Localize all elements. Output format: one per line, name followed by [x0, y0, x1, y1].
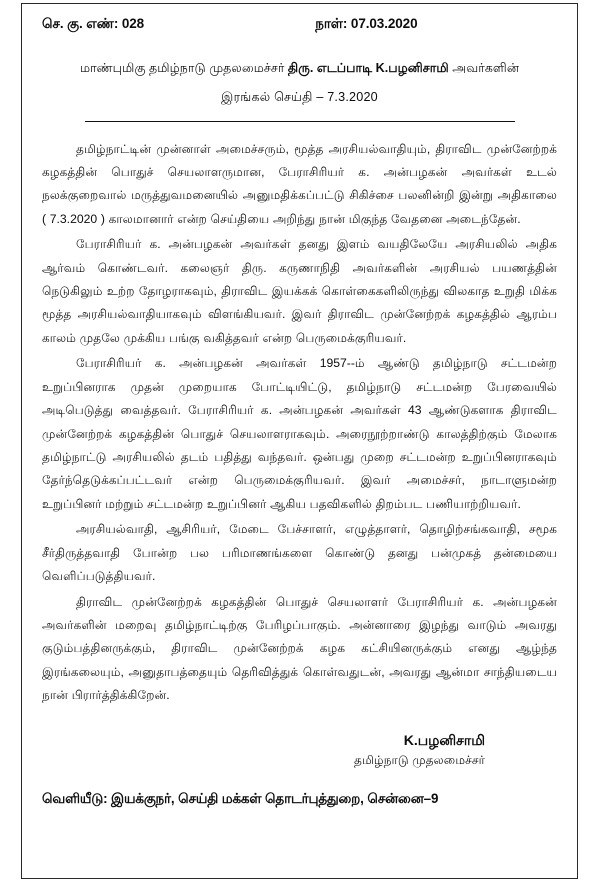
page-content	[21, 3, 578, 879]
body-paragraph: பேராசிரியர் க. அன்பழகன் அவர்கள் 1957--ம் ஆண்டு தமிழ்நாடு சட்டமன்ற உறுப்பினராக முதன் முறையாக போட்டியிட்டு, தமிழ்நாடு சட்டமன்ற பேரவையில் அடிபெடுத்து வைத்தவர். பேராசிரியர் க. அன்பழகன் அவர்கள் 43 ஆண்டுகளாக திராவிட முன்னேற்றக் கழகத்தின் பொதுச் செயலாளராகவும். அரைநூற்றாண்டு காலத்திற்கும் மேலாக தமிழ்நாட்டு அரசியலில் தடம் பதித்து வந்தவர். ஒன்பது முறை சட்டமன்ற உறுப்பினராகவும் தேர்ந்தெடுக்கப்பட்டவர் என்ற பெருமைக்குரியவர். இவர் அமைச்சர், நாடாளுமன்ற உறுப்பினர் மற்றும் சட்டமன்ற உறுப்பினர் ஆகிய பதவிகளில் திறம்பட பணியாற்றியவர்.	[42, 356, 557, 511]
reference-number: செ. கு. எண்: 028	[42, 16, 145, 31]
title-line-subject: இரங்கல் செய்தி – 7.3.2020	[221, 90, 378, 105]
title-prefix: மாண்புமிகு தமிழ்நாடு முதலமைச்சர்	[79, 61, 288, 75]
body-paragraph: திராவிட முன்னேற்றக் கழகத்தின் பொதுச் செயலாளர் பேராசிரியர் க. அன்பழகன் அவர்களின் மறைவு தமிழ்நாட்டிற்கு பேரிழப்பாகும். அன்னாரை இழந்து வாடும் அவரது குடும்பத்தினருக்கும், திராவிட முன்னேற்றக் கழக கட்சியினருக்கும் எனது ஆழ்ந்த இரங்கலையும், அனுதாபத்தையும் தெரிவித்துக் கொள்வதுடன், அவரது ஆன்மா சாந்தியடைய நான் பிரார்த்திக்கிறேன்.	[42, 594, 557, 703]
issuing-authority: வெளியீடு: இயக்குநர், செய்தி மக்கள் தொடர்புத்துறை, சென்னை–9	[42, 790, 439, 806]
body-paragraph: பேராசிரியர் க. அன்பழகன் அவர்கள் தனது இளம் வயதிலேயே அரசியலில் அதிக ஆர்வம் கொண்டவர். கலைஞர் திரு. கருணாநிதி அவர்களின் அரசியல் பயணத்தின் நெடுகிலும் உற்ற தோழராகவும், திராவிட இயக்கக் கொள்கைகளிலிருந்து விலகாத உறுதி மிக்க மூத்த அரசியல்வாதியாகவும் விளங்கியவர். இவர் திராவிட முன்னேற்றக் கழகத்தில் ஆரம்ப காலம் முதலே முக்கிய பங்கு வகித்தவர் என்ற பெருமைக்குரியவர்.	[42, 237, 557, 345]
body-paragraph: அரசியல்வாதி, ஆசிரியர், மேடை பேச்சாளர், எழுத்தாளர், தொழிற்சங்கவாதி, சமூக சீர்திருத்தவாதி போன்ற பல பரிமாணங்களை கொண்டு தனது பன்முகத் தன்மையை வெளிப்படுத்தியவர்.	[42, 522, 557, 584]
title-line-primary	[42, 59, 557, 77]
signatory-name: K.பழனிசாமி	[403, 731, 485, 748]
signature-block	[42, 730, 557, 769]
title-divider	[85, 121, 515, 122]
document-header	[42, 3, 557, 34]
document-title	[42, 59, 557, 107]
signatory-designation: தமிழ்நாடு முதலமைச்சர்	[354, 752, 485, 767]
chief-minister-name: திரு. எடப்பாடி K.பழனிசாமி	[287, 61, 449, 75]
document-date: நாள்: 07.03.2020	[315, 16, 418, 31]
document-body	[42, 138, 557, 708]
title-suffix: அவர்களின்	[448, 61, 520, 75]
body-paragraph: தமிழ்நாட்டின் முன்னாள் அமைச்சரும், மூத்த அரசியல்வாதியும், திராவிட முன்னேற்றக் கழகத்தின் பொதுச் செயலாளருமான, பேராசிரியர் க. அன்பழகன் அவர்கள் உடல் நலக்குறைவால் மருத்துவமனையில் அனுமதிக்கப்பட்டு சிகிச்சை பலனின்றி இன்று அதிகாலை ( 7.3.2020 ) காலமானார் என்ற செய்தியை அறிந்து நான் மிகுந்த வேதனை அடைந்தேன்.	[42, 141, 557, 226]
